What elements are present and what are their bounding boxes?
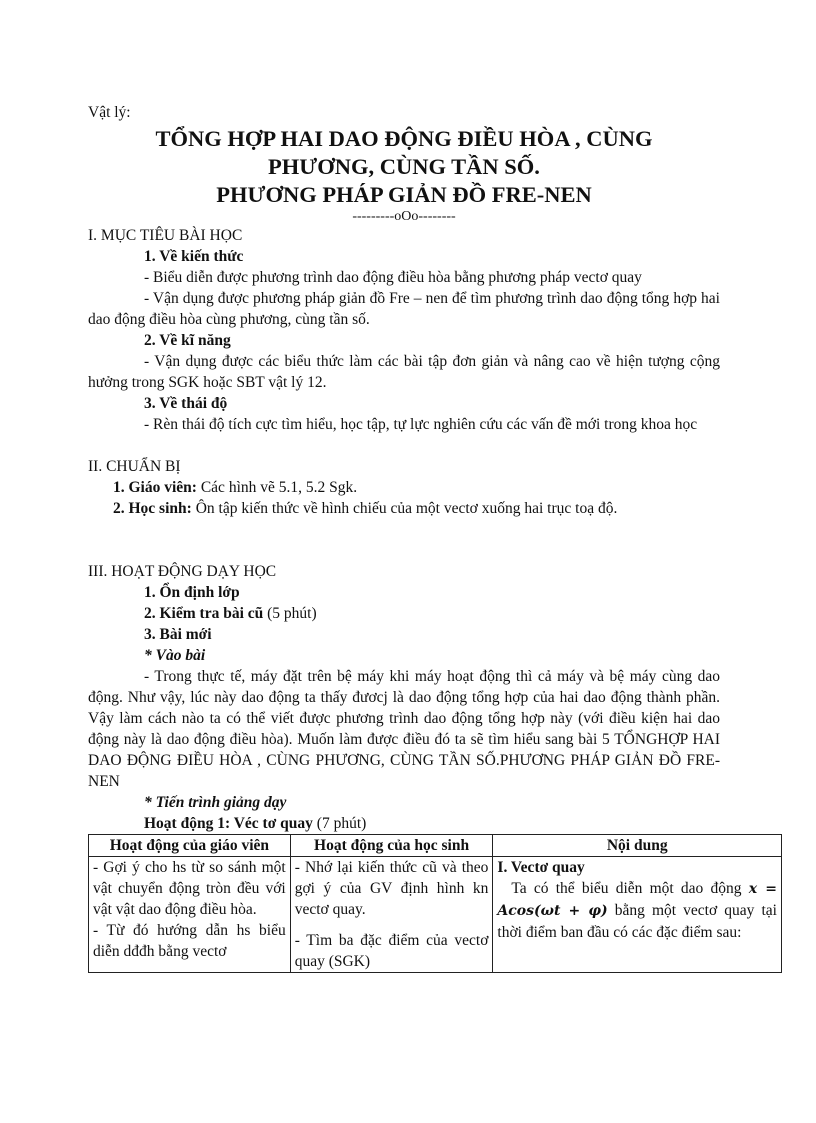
content-text-before: Ta có thể biểu diễn một dao động (511, 880, 749, 897)
spacer (88, 435, 720, 456)
activity-1-label: Hoạt động 1: Véc tơ quay (144, 815, 313, 832)
document-page (88, 102, 777, 973)
content-cell (493, 857, 782, 973)
section-2-heading: II. CHUẨN BỊ (88, 458, 181, 475)
subject-label: Vật lý: (88, 104, 131, 121)
skills-heading: 2. Về kĩ năng (144, 332, 231, 349)
student-cell-line-1: - Nhớ lại kiến thức cũ và theo gợi ý của GV định hình kn vectơ quay. (294, 859, 489, 918)
prep-student (113, 498, 720, 519)
spacer (88, 519, 720, 540)
page-title-line-3: PHƯƠNG PHÁP GIẢN ĐỒ FRE-NEN (216, 182, 592, 207)
step-1-heading: 1. Ổn định lớp (144, 584, 240, 601)
teacher-cell (89, 857, 291, 973)
student-cell (290, 857, 493, 973)
activity-1-time: (7 phút) (312, 815, 367, 832)
teacher-cell-line-2: - Từ đó hướng dẫn hs biểu diễn dđđh bằng vectơ (93, 922, 286, 960)
content-formula: x = Acos(ωt + φ) (497, 881, 777, 919)
student-cell-line-2: - Tìm ba đặc điểm của vectơ quay (SGK) (294, 932, 489, 970)
table-header-row (89, 835, 782, 857)
attitude-item-1: - Rèn thái độ tích cực tìm hiểu, học tập, tự lực nghiên cứu các vấn đề mới trong khoa học (144, 416, 698, 433)
step-2-heading (144, 603, 720, 624)
section-3-heading: III. HOẠT ĐỘNG DẠY HỌC (88, 563, 277, 580)
header-teacher: Hoạt động của giáo viên (89, 835, 291, 857)
content-heading: I. Vectơ quay (497, 859, 585, 876)
header-content: Nội dung (493, 835, 782, 857)
prep-teacher-label: 1. Giáo viên: (113, 479, 197, 496)
activity-table (88, 834, 782, 973)
content-text-after: bằng một vectơ quay tại thời điểm ban đầu có các đặc điểm sau: (497, 902, 777, 941)
spacer (295, 920, 489, 930)
section-1-heading: I. MỤC TIÊU BÀI HỌC (88, 227, 243, 244)
step-3-heading: 3. Bài mới (144, 626, 212, 643)
skills-item-1: - Vận dụng được các biểu thức làm các bài tập đơn giản và nâng cao về hiện tượng cộng hưởng trong SGK hoặc SBT vật lý 12. (88, 353, 720, 391)
attitude-heading: 3. Về thái độ (144, 395, 228, 412)
knowledge-item-1: - Biểu diễn được phương trình dao động điều hòa bằng phương pháp vectơ quay (144, 269, 642, 286)
step-2-text: (5 phút) (263, 605, 317, 622)
step-2-label: 2. Kiểm tra bài cũ (144, 605, 264, 622)
page-title-line-1: TỔNG HỢP HAI DAO ĐỘNG ĐIỀU HÒA , CÙNG (155, 126, 653, 151)
page-title-line-2: PHƯƠNG, CÙNG TẦN SỐ. (268, 154, 540, 179)
header-student: Hoạt động của học sinh (290, 835, 493, 857)
knowledge-item-2: - Vận dụng được phương pháp giản đồ Fre – nen để tìm phương trình dao động tổng hợp hai dao động điều hòa cùng phương, cùng tần số. (88, 290, 720, 328)
prep-teacher-text: Các hình vẽ 5.1, 5.2 Sgk. (196, 479, 358, 496)
table-row (89, 857, 782, 973)
teacher-cell-line-1: - Gợi ý cho hs từ so sánh một vật chuyển động tròn đều với vật vật dao động điều hòa. (93, 859, 286, 918)
spacer (88, 540, 720, 561)
prep-student-text: Ôn tập kiến thức về hình chiếu của một vectơ xuống hai trục toạ độ. (191, 500, 618, 517)
title-separator: ---------oOo-------- (352, 209, 456, 224)
prep-student-label: 2. Học sinh: (113, 500, 192, 517)
prep-teacher (113, 477, 720, 498)
process-heading: * Tiến trình giảng dạy (144, 794, 287, 811)
activity-1-title (144, 813, 720, 834)
knowledge-heading: 1. Về kiến thức (144, 248, 244, 265)
intro-heading: * Vào bài (144, 647, 206, 664)
content-paragraph (497, 878, 777, 943)
intro-paragraph: - Trong thực tế, máy đặt trên bệ máy khi máy hoạt động thì cả máy và bệ máy cùng dao động. Như vậy, lúc này dao động ta thấy đươcj là dao động tổng hợp của hai dao động thành phần. Vậy làm cách nào ta có thể viết được phương trình dao động tổng hợp này (với điều kiện hai dao động này là dao động điều hòa). Muốn làm được điều đó ta sẽ tìm hiểu sang bài 5 TỔNGHỢP HAI DAO ĐỘNG ĐIỀU HÒA , CÙNG PHƯƠNG, CÙNG TẦN SỐ.PHƯƠNG PHÁP GIẢN ĐỒ FRE-NEN (88, 668, 720, 790)
